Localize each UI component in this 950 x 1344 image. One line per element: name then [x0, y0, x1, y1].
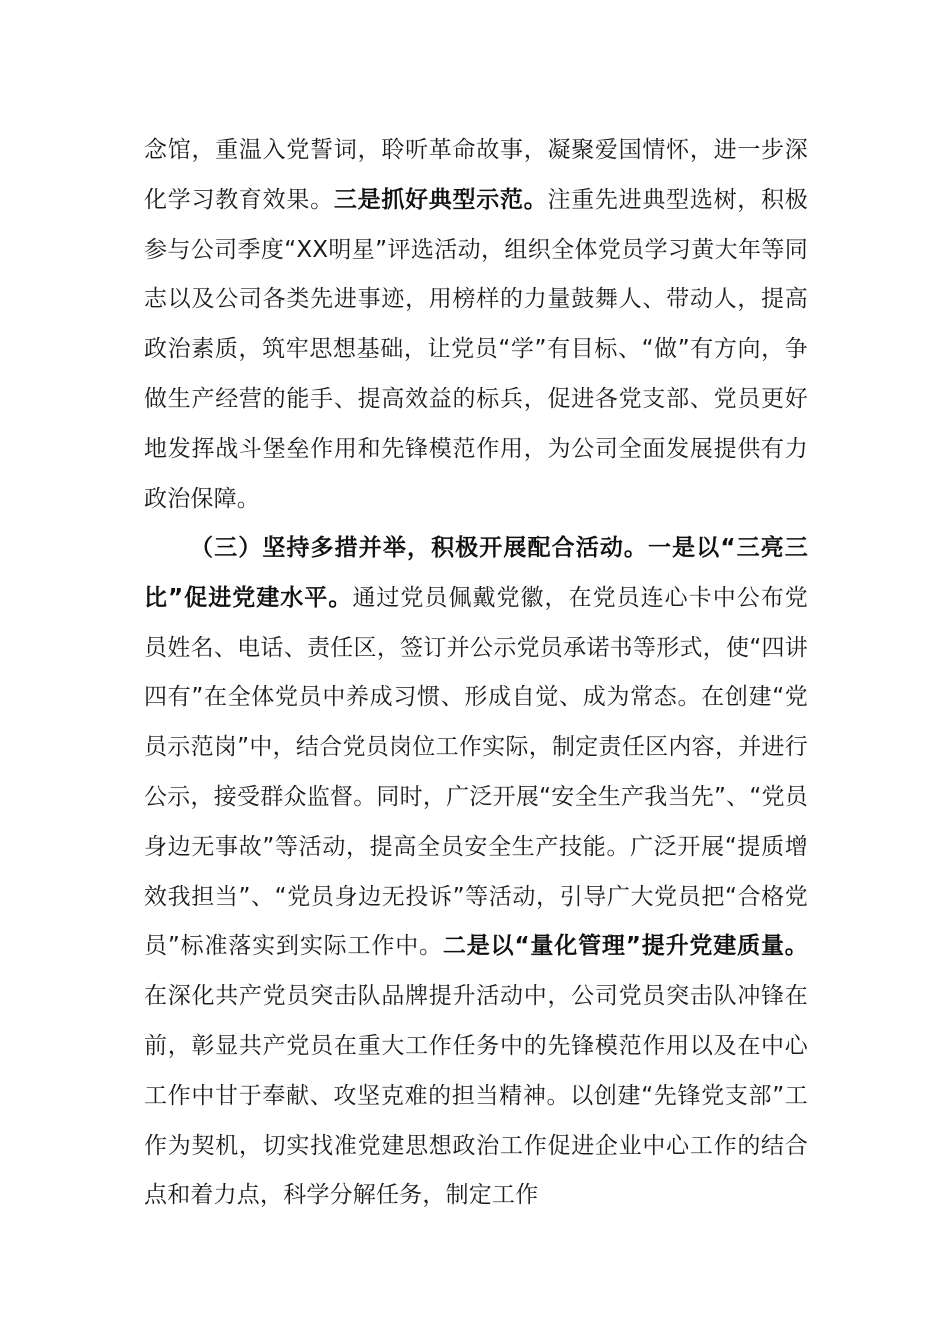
paragraph-1-text [144, 126, 808, 524]
paragraph-1-segment: 注重先进典型选树，积极参与公司季度“XX明星”评选活动，组织全体党员学习黄大年等同志以及公司各类先进事迹，用榜样的力量鼓舞人、带动人，提高政治素质，筑牢思想基础，让党员“学”有目标、“做”有方向，争做生产经营的能手、提高效益的标兵，促进各党支部、党员更好地发挥战斗堡垒作用和先锋模范作用，为公司全面发展提供有力政治保障。 [144, 186, 808, 512]
body-paragraph-1 [144, 126, 808, 524]
body-paragraph-2 [144, 524, 808, 1221]
paragraph-2-bold-heading: 二是以“量化管理”提升党建质量。 [442, 933, 809, 960]
paragraph-2-text [144, 524, 808, 1221]
paragraph-1-segment: 念馆，重温入党誓词，聆听革命故事，凝聚爱国情怀，进一步深化学习教育效果。 [144, 137, 808, 213]
paragraph-1-bold-heading: 三是抓好典型示范。 [333, 186, 548, 213]
paragraph-2-segment: 通过党员佩戴党徽，在党员连心卡中公布党员姓名、电话、责任区，签订并公示党员承诺书等形式，使“四讲四有”在全体党员中养成习惯、形成自觉、成为常态。在创建“党员示范岗”中，结合党员岗位工作实际，制定责任区内容，并进行公示，接受群众监督。同时，广泛开展“安全生产我当先”、“党员身边无事故”等活动，提高全员安全生产技能。广泛开展“提质增效我担当”、“党员身边无投诉”等活动，引导广大党员把“合格党员”标准落实到实际工作中。 [144, 584, 808, 960]
section-heading: （三）坚持多措并举，积极开展配合活动。一是以“三亮三比”促进党建水平。 [144, 535, 808, 611]
paragraph-2-segment: 在深化共产党员突击队品牌提升活动中，公司党员突击队冲锋在前，彰显共产党员在重大工作任务中的先锋模范作用以及在中心工作中甘于奉献、攻坚克难的担当精神。以创建“先锋党支部”工作为契机，切实找准党建思想政治工作促进企业中心工作的结合点和着力点，科学分解任务，制定工作 [144, 983, 808, 1209]
